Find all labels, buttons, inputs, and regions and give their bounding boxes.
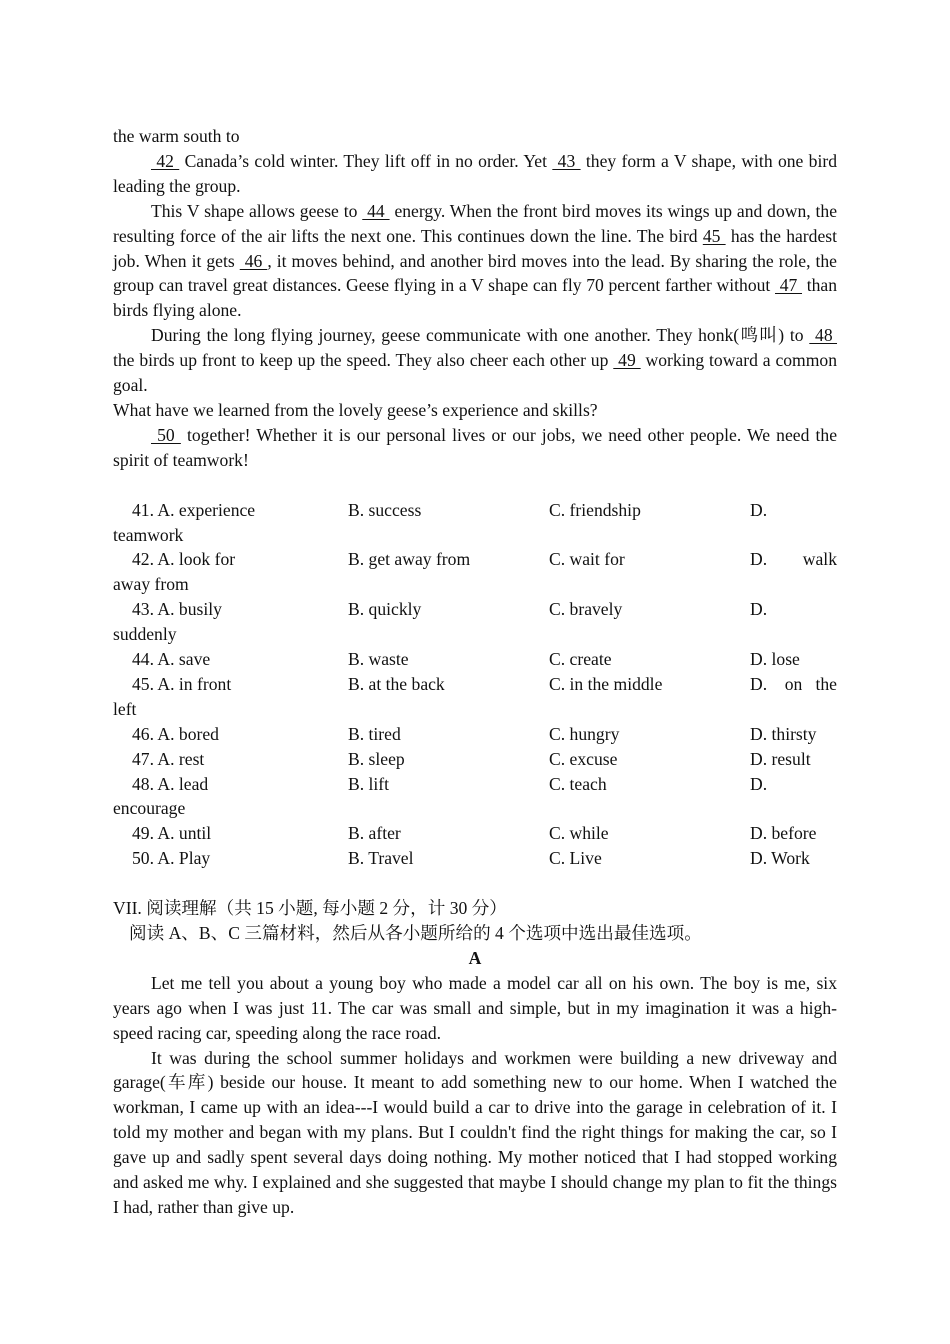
option-d: [750, 672, 837, 697]
option-d-wrap: left: [113, 698, 137, 719]
option-c: C. excuse: [549, 748, 618, 769]
option-b: B. tired: [348, 723, 401, 744]
blank-43: 43: [552, 150, 581, 171]
passage-paragraph-3: [113, 323, 837, 398]
passage-text: , it moves behind, and another bird moves into the lead. By sharing the role, the group can travel great distances. Geese flying in a V shape can fly 70 percent farther without: [113, 250, 837, 296]
reading-paragraph-1: Let me tell you about a young boy who made a model car all on his own. The boy is me, six years ago when I was just 11. The car was small and simple, but in my imagination it was a high-speed racing car, speeding along the race road.: [113, 972, 837, 1043]
option-c: C. hungry: [549, 723, 620, 744]
option-d-wrap: away from: [113, 574, 189, 595]
option-d: D. before: [750, 823, 817, 844]
option-a: 49. A. until: [132, 823, 212, 844]
passage-paragraph-5: [113, 423, 837, 473]
spacer: [113, 871, 837, 896]
option-d: D. result: [750, 748, 811, 769]
option-d-wrap: teamwork: [113, 524, 184, 545]
blank-42: 42: [151, 150, 180, 171]
passage-text: has the hardest job. When it gets: [113, 225, 837, 271]
section-heading: VII. 阅读理解（共 15 小题, 每小题 2 分，计 30 分）: [113, 898, 507, 919]
passage-text: working toward a common goal.: [113, 350, 838, 396]
option-a: 44. A. save: [132, 649, 211, 670]
passage-text: During the long flying journey, geese communicate with one another. They honk(鸣叫) to: [151, 325, 810, 346]
blank-46: 46: [239, 250, 268, 271]
option-c: C. bravely: [549, 599, 623, 620]
option-c: C. teach: [549, 773, 607, 794]
passage-text: than birds flying alone.: [113, 275, 838, 321]
passage-paragraph-2: [113, 199, 837, 324]
option-d: [750, 547, 837, 572]
option-d-text: walk: [802, 549, 837, 570]
option-b: B. quickly: [348, 599, 422, 620]
option-row-50: [113, 846, 837, 871]
option-b: B. get away from: [348, 549, 471, 570]
option-b: B. success: [348, 499, 422, 520]
passage-text: they form a V shape, with one bird leading the group.: [113, 150, 838, 196]
option-d: D. lose: [750, 649, 800, 670]
option-row-49: [113, 821, 837, 846]
document-page: [113, 124, 837, 1220]
option-d: D. thirsty: [750, 723, 817, 744]
passage-paragraph-1: [113, 149, 837, 199]
option-row-45: [113, 672, 837, 722]
option-c: C. in the middle: [549, 673, 663, 694]
passage-text: energy. When the front bird moves its wings up and down, the resulting force of the air lifts the next one. This continues down the line. The bird: [113, 200, 837, 246]
blank-44: 44: [362, 200, 390, 221]
option-a: 43. A. busily: [132, 599, 222, 620]
blank-45: 45: [702, 225, 726, 246]
passage-text: together! Whether it is our personal lives or our jobs, we need other people. We need the spirit of teamwork!: [113, 424, 838, 470]
option-row-46: [113, 722, 837, 747]
option-a: 46. A. bored: [132, 723, 219, 744]
option-d-text: on the: [784, 673, 837, 694]
option-b: B. after: [348, 823, 401, 844]
blank-49: 49: [613, 350, 641, 371]
option-b: B. sleep: [348, 748, 405, 769]
option-d-wrap: suddenly: [113, 624, 177, 645]
option-row-43: [113, 597, 837, 647]
passage-text: Canada’s cold winter. They lift off in no order. Yet: [179, 150, 553, 171]
part-label: A: [468, 947, 482, 968]
option-row-41: [113, 498, 837, 548]
passage-text: the birds up front to keep up the speed. They also cheer each other up: [113, 350, 614, 371]
option-row-42: [113, 547, 837, 597]
blank-48: 48: [809, 325, 838, 346]
option-a: 42. A. look for: [132, 549, 236, 570]
option-a: 41. A. experience: [132, 499, 256, 520]
option-d: D.: [750, 773, 768, 794]
option-row-47: [113, 747, 837, 772]
option-c: C. Live: [549, 848, 602, 869]
passage-text: This V shape allows geese to: [151, 200, 363, 221]
option-d-letter: D.: [750, 549, 768, 570]
option-b: B. waste: [348, 649, 409, 670]
blank-47: 47: [775, 275, 803, 296]
passage-line: the warm south to: [113, 126, 240, 146]
option-a: 48. A. lead: [132, 773, 209, 794]
option-row-44: [113, 647, 837, 672]
option-c: C. wait for: [549, 549, 625, 570]
option-d: D. Work: [750, 848, 810, 869]
options-table: [113, 498, 837, 871]
option-row-48: [113, 772, 837, 822]
option-c: C. create: [549, 649, 612, 670]
option-d: D.: [750, 599, 768, 620]
option-a: 47. A. rest: [132, 748, 205, 769]
option-d: D.: [750, 499, 768, 520]
spacer: [113, 473, 837, 498]
option-c: C. while: [549, 823, 609, 844]
passage-question: What have we learned from the lovely geese’s experience and skills?: [113, 399, 598, 420]
option-b: B. at the back: [348, 673, 445, 694]
option-c: C. friendship: [549, 499, 641, 520]
section-instruction: 阅读 A、B、C 三篇材料，然后从各小题所给的 4 个选项中选出最佳选项。: [129, 923, 702, 944]
option-a: 50. A. Play: [132, 848, 211, 869]
option-d-letter: D.: [750, 673, 768, 694]
reading-paragraph-2: It was during the school summer holidays and workmen were building a new driveway and garage(车库) beside our house. It meant to add something new to our home. When I watched the workman, I came up with an idea---I would build a car to drive into the garage in celebration of it. I told my mother and began with my plans. But I couldn't find the right things for making the car, so I gave up and sadly spent several days doing nothing. My mother noticed that I had stopped working and asked me why. I explained and she suggested that maybe I should change my plan to fit the things I had, rather than give up.: [113, 1047, 837, 1217]
option-b: B. Travel: [348, 848, 414, 869]
option-b: B. lift: [348, 773, 390, 794]
blank-50: 50: [151, 424, 181, 445]
option-a: 45. A. in front: [132, 673, 232, 694]
option-d-wrap: encourage: [113, 798, 186, 819]
